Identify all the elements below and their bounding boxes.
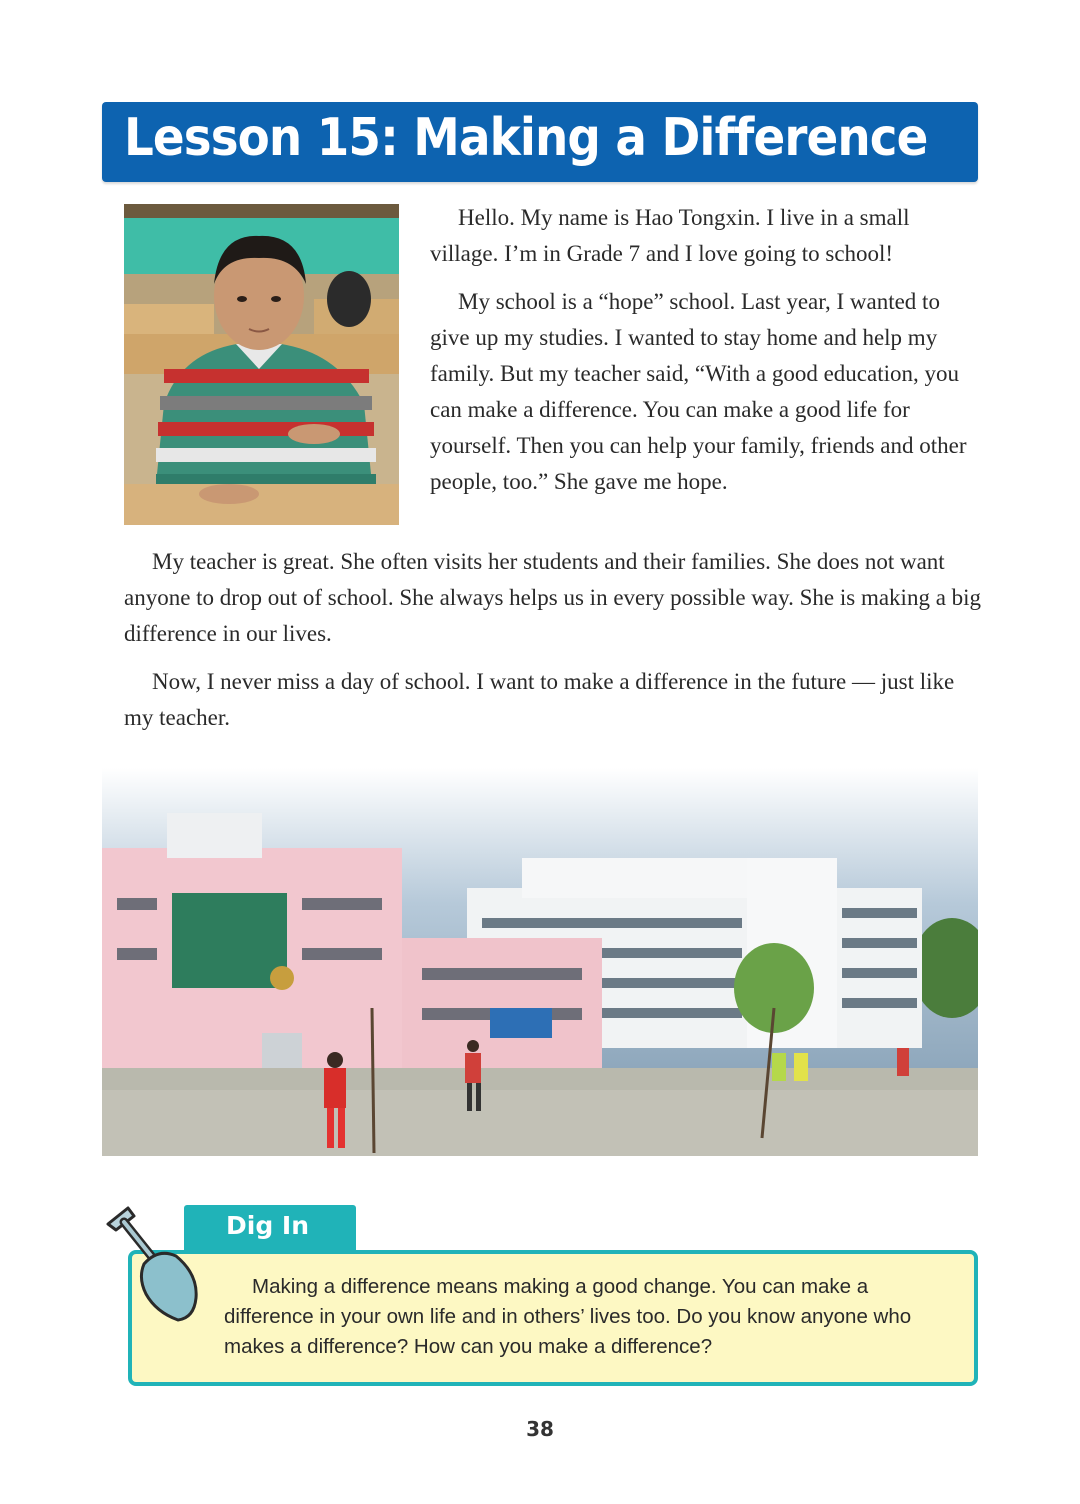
dig-in-text: Making a difference means making a good change. You can make a difference in your own life and in others’ lives too. Do you know anyone who makes a difference? How can you make a difference? — [224, 1275, 912, 1358]
lesson-title: Lesson 15: Making a Difference — [124, 108, 928, 168]
body-paragraph: My teacher is great. She often visits her students and their families. She does not want anyone to drop out of school. She always helps us in every possible way. She is making a big difference in our lives. — [124, 549, 982, 646]
body-text — [124, 544, 982, 748]
intro-text — [430, 200, 982, 512]
dig-in-title: Dig In — [226, 1211, 310, 1240]
intro-paragraph: Hello. My name is Hao Tongxin. I live in a small village. I’m in Grade 7 and I love going to school! — [430, 205, 910, 266]
student-photo — [124, 204, 399, 525]
body-paragraph: Now, I never miss a day of school. I want to make a difference in the future — just like my teacher. — [124, 669, 955, 730]
dig-in-box — [128, 1250, 978, 1386]
page-number: 38 — [526, 1417, 554, 1441]
school-photo — [102, 768, 978, 1156]
intro-paragraph: My school is a “hope” school. Last year, I wanted to give up my studies. I wanted to stay home and help my family. But my teacher said, “With a good education, you can make a difference. You can make a good life for yourself. Then you can help your family, friends and other people, too.” She gave me hope. — [430, 289, 967, 494]
lesson-title-bar — [102, 102, 978, 182]
shovel-icon — [100, 1200, 210, 1330]
